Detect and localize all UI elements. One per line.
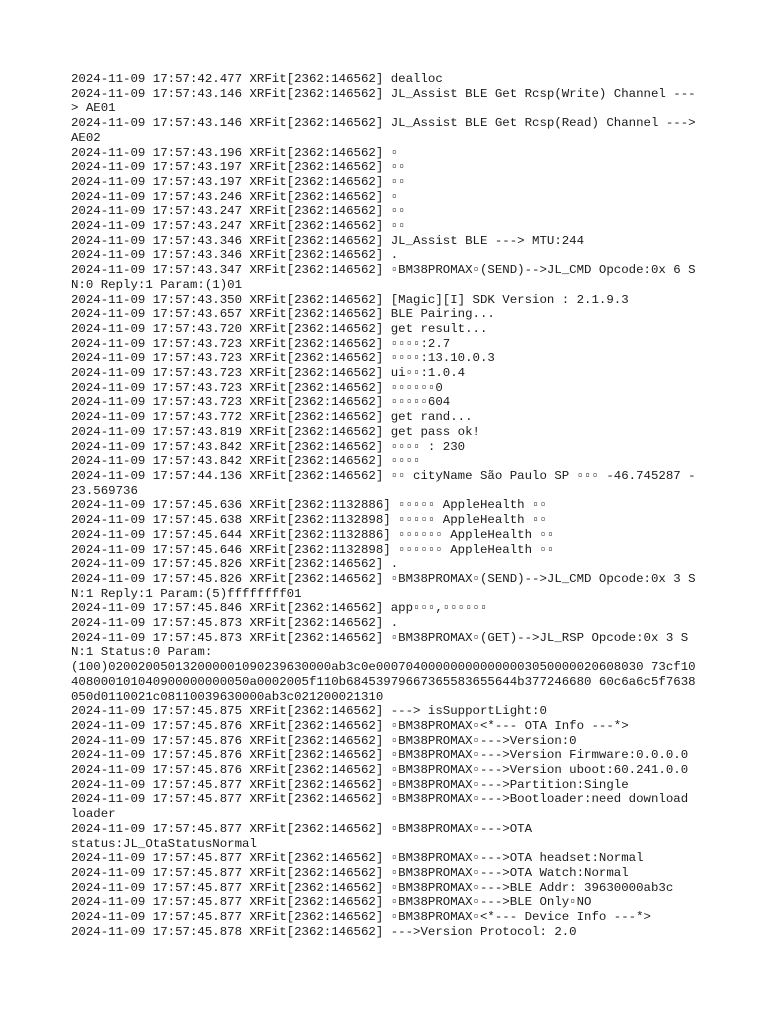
log-line: 2024-11-09 17:57:42.477 XRFit[2362:146562] dealloc bbox=[71, 72, 443, 86]
log-line: 2024-11-09 17:57:44.136 XRFit[2362:146562] ▫▫ cityName São Paulo SP ▫▫▫ -46.745287 -23.569736 bbox=[71, 468, 696, 498]
log-line: 2024-11-09 17:57:45.826 XRFit[2362:146562] . bbox=[71, 557, 399, 572]
log-line: 2024-11-09 17:57:43.246 XRFit[2362:146562] ▫ bbox=[71, 189, 399, 204]
log-line: 2024-11-09 17:57:45.876 XRFit[2362:146562] ▫BM38PROMAX▫--->Version:0 bbox=[71, 733, 577, 748]
log-line: 2024-11-09 17:57:45.878 XRFit[2362:146562] --->Version Protocol: 2.0 bbox=[71, 924, 577, 939]
log-line: 2024-11-09 17:57:45.646 XRFit[2362:1132898] ▫▫▫▫▫▫ AppleHealth ▫▫ bbox=[71, 542, 555, 557]
log-line: 2024-11-09 17:57:45.846 XRFit[2362:146562] app▫▫▫,▫▫▫▫▫▫ bbox=[71, 601, 488, 616]
log-line: 2024-11-09 17:57:45.877 XRFit[2362:146562] ▫BM38PROMAX▫--->OTA status:JL_OtaStatusNormal bbox=[71, 821, 533, 851]
log-line: 2024-11-09 17:57:45.826 XRFit[2362:146562] ▫BM38PROMAX▫(SEND)-->JL_CMD Opcode:0x 3 SN:1 Reply:1 Param:(5)ffffffff01 bbox=[71, 571, 696, 601]
log-output bbox=[71, 72, 704, 939]
log-line: 2024-11-09 17:57:43.196 XRFit[2362:146562] ▫ bbox=[71, 145, 399, 160]
log-line: 2024-11-09 17:57:45.875 XRFit[2362:146562] ---> isSupportLight:0 bbox=[71, 704, 547, 719]
log-line: 2024-11-09 17:57:45.876 XRFit[2362:146562] ▫BM38PROMAX▫--->Version uboot:60.241.0.0 bbox=[71, 763, 689, 778]
log-line: 2024-11-09 17:57:43.819 XRFit[2362:146562] get pass ok! bbox=[71, 424, 480, 439]
log-line: 2024-11-09 17:57:45.876 XRFit[2362:146562] ▫BM38PROMAX▫<*--- OTA Info ---*> bbox=[71, 718, 629, 733]
log-line: 2024-11-09 17:57:45.636 XRFit[2362:1132886] ▫▫▫▫▫ AppleHealth ▫▫ bbox=[71, 498, 547, 513]
log-line: 2024-11-09 17:57:45.638 XRFit[2362:1132898] ▫▫▫▫▫ AppleHealth ▫▫ bbox=[71, 513, 547, 528]
log-line: 2024-11-09 17:57:43.197 XRFit[2362:146562] ▫▫ bbox=[71, 174, 406, 189]
log-line: 2024-11-09 17:57:45.877 XRFit[2362:146562] ▫BM38PROMAX▫--->Bootloader:need download loader bbox=[71, 792, 696, 822]
log-line: 2024-11-09 17:57:43.247 XRFit[2362:146562] ▫▫ bbox=[71, 204, 406, 219]
log-line: 2024-11-09 17:57:43.723 XRFit[2362:146562] ui▫▫:1.0.4 bbox=[71, 366, 466, 381]
log-line: 2024-11-09 17:57:43.247 XRFit[2362:146562] ▫▫ bbox=[71, 219, 406, 234]
log-line: 2024-11-09 17:57:45.876 XRFit[2362:146562] ▫BM38PROMAX▫--->Version Firmware:0.0.0.0 bbox=[71, 748, 689, 763]
log-line: 2024-11-09 17:57:43.723 XRFit[2362:146562] ▫▫▫▫▫604 bbox=[71, 395, 451, 410]
log-line: 2024-11-09 17:57:43.346 XRFit[2362:146562] JL_Assist BLE ---> MTU:244 bbox=[71, 233, 585, 248]
log-line: 2024-11-09 17:57:43.146 XRFit[2362:146562] JL_Assist BLE Get Rcsp(Write) Channel ---> AE01 bbox=[71, 86, 696, 116]
log-line: 2024-11-09 17:57:45.877 XRFit[2362:146562] ▫BM38PROMAX▫--->BLE Addr: 39630000ab3c bbox=[71, 880, 674, 895]
log-line: 2024-11-09 17:57:45.877 XRFit[2362:146562] ▫BM38PROMAX▫--->BLE Only▫NO bbox=[71, 895, 592, 910]
log-line: 2024-11-09 17:57:45.877 XRFit[2362:146562] ▫BM38PROMAX▫<*--- Device Info ---*> bbox=[71, 910, 651, 925]
log-line: 2024-11-09 17:57:43.720 XRFit[2362:146562] get result... bbox=[71, 321, 488, 336]
log-line: 2024-11-09 17:57:43.842 XRFit[2362:146562] ▫▫▫▫ bbox=[71, 454, 421, 469]
log-line: 2024-11-09 17:57:45.877 XRFit[2362:146562] ▫BM38PROMAX▫--->OTA headset:Normal bbox=[71, 851, 644, 866]
log-line: 2024-11-09 17:57:45.873 XRFit[2362:146562] ▫BM38PROMAX▫(GET)-->JL_RSP Opcode:0x 3 SN:1 Status:0 Param: (100)020020050132000001090239630000ab3c0e000704000000000000003050000020608030 73cf10408000101040900000000050a0002005f110b68453979667365583655644b377246680 60c6a6c5f7638050d0110021c08110039630000ab3c021200021310 bbox=[71, 630, 696, 704]
log-line: 2024-11-09 17:57:43.350 XRFit[2362:146562] [Magic][I] SDK Version : 2.1.9.3 bbox=[71, 292, 629, 307]
log-line: 2024-11-09 17:57:43.657 XRFit[2362:146562] BLE Pairing... bbox=[71, 307, 495, 322]
log-line: 2024-11-09 17:57:43.197 XRFit[2362:146562] ▫▫ bbox=[71, 160, 406, 175]
log-line: 2024-11-09 17:57:43.772 XRFit[2362:146562] get rand... bbox=[71, 410, 473, 425]
log-line: 2024-11-09 17:57:43.723 XRFit[2362:146562] ▫▫▫▫:2.7 bbox=[71, 336, 451, 351]
log-line: 2024-11-09 17:57:43.723 XRFit[2362:146562] ▫▫▫▫:13.10.0.3 bbox=[71, 351, 495, 366]
log-line: 2024-11-09 17:57:45.877 XRFit[2362:146562] ▫BM38PROMAX▫--->Partition:Single bbox=[71, 777, 629, 792]
log-line: 2024-11-09 17:57:43.842 XRFit[2362:146562] ▫▫▫▫ : 230 bbox=[71, 439, 466, 454]
log-line: 2024-11-09 17:57:45.873 XRFit[2362:146562] . bbox=[71, 616, 399, 631]
log-line: 2024-11-09 17:57:43.346 XRFit[2362:146562] . bbox=[71, 248, 399, 263]
log-line: 2024-11-09 17:57:45.644 XRFit[2362:1132886] ▫▫▫▫▫▫ AppleHealth ▫▫ bbox=[71, 527, 555, 542]
log-line: 2024-11-09 17:57:43.347 XRFit[2362:146562] ▫BM38PROMAX▫(SEND)-->JL_CMD Opcode:0x 6 SN:0 Reply:1 Param:(1)01 bbox=[71, 263, 696, 292]
log-line: 2024-11-09 17:57:45.877 XRFit[2362:146562] ▫BM38PROMAX▫--->OTA Watch:Normal bbox=[71, 865, 629, 880]
log-line: 2024-11-09 17:57:43.146 XRFit[2362:146562] JL_Assist BLE Get Rcsp(Read) Channel ---> AE02 bbox=[71, 116, 704, 145]
log-line: 2024-11-09 17:57:43.723 XRFit[2362:146562] ▫▫▫▫▫▫0 bbox=[71, 380, 443, 395]
